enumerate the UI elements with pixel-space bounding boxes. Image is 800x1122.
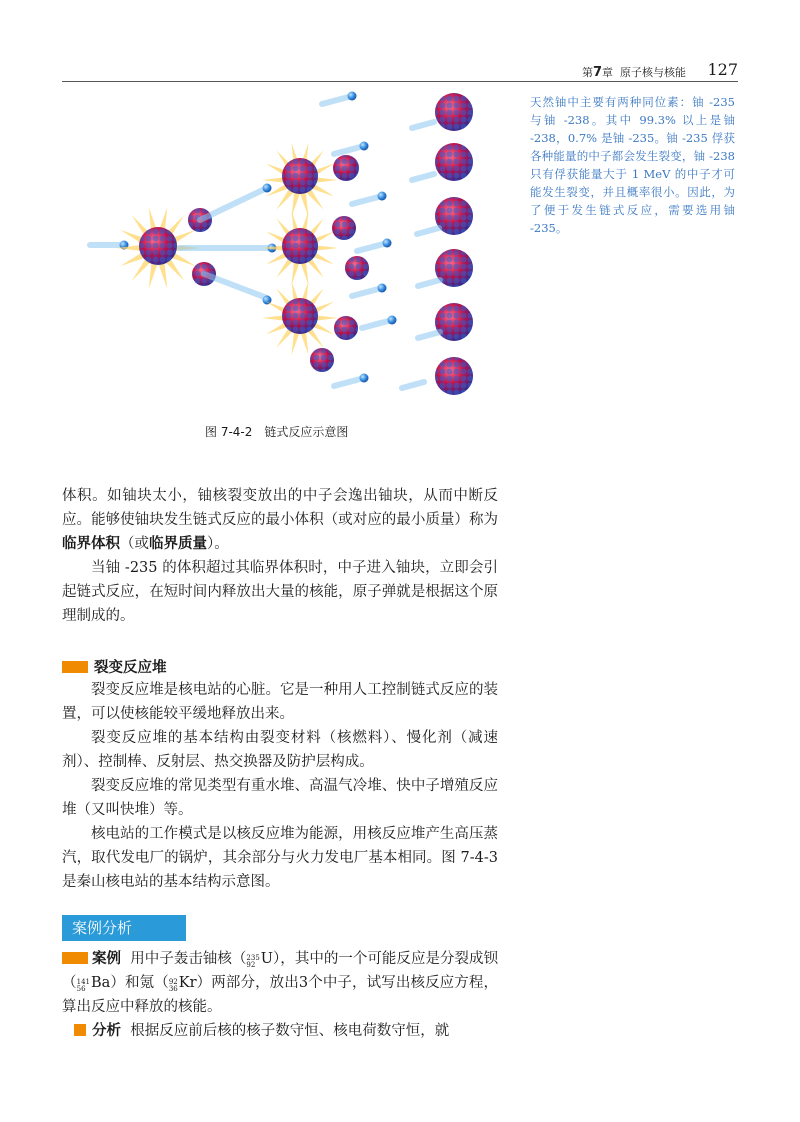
term-critical-mass: 临界质量 [149, 536, 207, 552]
body-paragraph-critical-volume [62, 484, 498, 628]
nucleus-texture [139, 227, 177, 265]
chain-reaction-diagram [82, 88, 502, 410]
nucleus-texture [435, 303, 473, 341]
example-text: ），其中的一个可能反应是分裂成钡（ [62, 951, 499, 991]
neutron-trail [412, 122, 434, 128]
neutron-trail [418, 280, 440, 286]
nucleus-texture [282, 158, 318, 194]
section-heading-fission-reactor [62, 656, 167, 677]
neutron-trail [334, 378, 364, 386]
neutron-trail [417, 228, 439, 234]
krypton-notation [169, 979, 178, 993]
neutron-trail [357, 243, 387, 251]
neutron [348, 92, 357, 101]
neutron-trail [418, 332, 440, 338]
chapter-prefix: 第 [581, 66, 593, 79]
reactor-paragraph: 裂变反应堆的基本结构由裂变材料（核燃料）、慢化剂（减速剂）、控制棒、反射层、热交换器及防护层构成。 [62, 730, 498, 770]
para1-text-2: （或 [120, 536, 149, 552]
page-number: 127 [707, 60, 738, 79]
reactor-paragraph: 核电站的工作模式是以核反应堆为能源，用核反应堆产生高压蒸汽，取代发电厂的锅炉，其余部分与火力发电厂基本相同。图 7-4-3 是秦山核电站的基本结构示意图。 [62, 826, 498, 890]
neutron [388, 316, 397, 325]
header-rule [62, 81, 738, 82]
neutron-trail [334, 146, 364, 154]
nucleus-texture [310, 348, 334, 372]
neutron [378, 284, 387, 293]
section-body-fission-reactor [62, 678, 498, 894]
nucleus-texture [282, 228, 318, 264]
neutron-trail [412, 174, 434, 180]
neutron-trail [352, 288, 382, 296]
ba-z: 56 [76, 985, 86, 993]
u-z: 92 [246, 961, 256, 969]
example-text: ）和氪（ [110, 975, 169, 991]
nucleus-texture [435, 93, 473, 131]
neutron-trail [322, 96, 352, 104]
neutron [360, 374, 369, 383]
analysis-text: 根据反应前后核的核子数守恒、核电荷数守恒，就 [130, 1023, 450, 1039]
sidenote: 天然铀中主要有两种同位素：铀 -235 与铀 -238。其中 99.3% 以上是铀 -238，0.7% 是铀 -235。铀 -235 俘获各种能量的中子都会发生裂变，铀 -238 只有俘获能量大于 1 MeV 的中子才可能发生裂变，并且概率很小。因此，为了便于发生链式反应，需要选用铀 -235。 [530, 95, 735, 235]
ba-symbol: Ba [90, 975, 111, 991]
example-text: 用中子轰击铀核（ [130, 951, 247, 967]
neutron [378, 192, 387, 201]
nucleus-texture [334, 316, 358, 340]
neutron-trail [362, 320, 392, 328]
kr-z: 36 [168, 985, 178, 993]
u-mass: 235 [246, 954, 260, 962]
section-marker [62, 661, 88, 673]
ba-mass: 141 [76, 978, 90, 986]
u-symbol: U [260, 951, 274, 967]
chapter-number: 7 [592, 65, 602, 80]
nucleus-texture [332, 216, 356, 240]
kr-mass: 92 [168, 978, 178, 986]
reactor-paragraph: 裂变反应堆是核电站的心脏。它是一种用人工控制链式反应的装置，可以使核能较平缓地释放出来。 [62, 682, 498, 722]
neutron [263, 184, 272, 193]
term-critical-volume: 临界体积 [62, 536, 120, 552]
neutron-trail [200, 188, 267, 220]
analysis-marker [74, 1024, 86, 1036]
para1-text-3: ）。 [207, 536, 229, 552]
analysis-label: 分析 [92, 1023, 121, 1039]
nucleus-texture [435, 357, 473, 395]
example-text: ）两部分，放出3个中子，试写出核反应方程，算出反应中释放的核能。 [62, 975, 499, 1015]
figure-caption: 图 7-4-2 链式反应示意图 [205, 425, 349, 439]
barium-notation [77, 979, 90, 993]
neutron [360, 142, 369, 151]
chapter-heading [582, 64, 686, 80]
example-label: 案例 [92, 951, 122, 967]
neutron-trail [402, 382, 424, 388]
case-analysis-heading: 案例分析 [62, 915, 186, 941]
nucleus-texture [333, 155, 359, 181]
neutron-trail [204, 274, 267, 298]
neutron-trail [352, 196, 382, 204]
nucleus-texture [435, 143, 473, 181]
neutron [383, 239, 392, 248]
case-analysis-body [62, 947, 498, 1043]
nucleus-texture [282, 298, 318, 334]
uranium-notation [246, 955, 259, 969]
example-marker [62, 952, 88, 964]
page-header [62, 56, 738, 82]
para1-text: 体积。如铀块太小，铀核裂变放出的中子会逸出铀块，从而中断反应。能够使铀块发生链式反应的最小体积（或对应的最小质量）称为 [62, 488, 498, 528]
body-paragraph-atomic-bomb: 当铀 -235 的体积超过其临界体积时，中子进入铀块，立即会引起链式反应，在短时间内释放出大量的核能，原子弹就是根据这个原理制成的。 [62, 560, 498, 624]
section-title: 裂变反应堆 [94, 660, 167, 676]
chapter-suffix: 章 [602, 66, 613, 79]
nucleus-texture [345, 256, 369, 280]
kr-symbol: Kr [178, 975, 197, 991]
reactor-paragraph: 裂变反应堆的常见类型有重水堆、高温气冷堆、快中子增殖反应堆（又叫快堆）等。 [62, 778, 498, 818]
chapter-title: 原子核与核能 [620, 66, 686, 79]
